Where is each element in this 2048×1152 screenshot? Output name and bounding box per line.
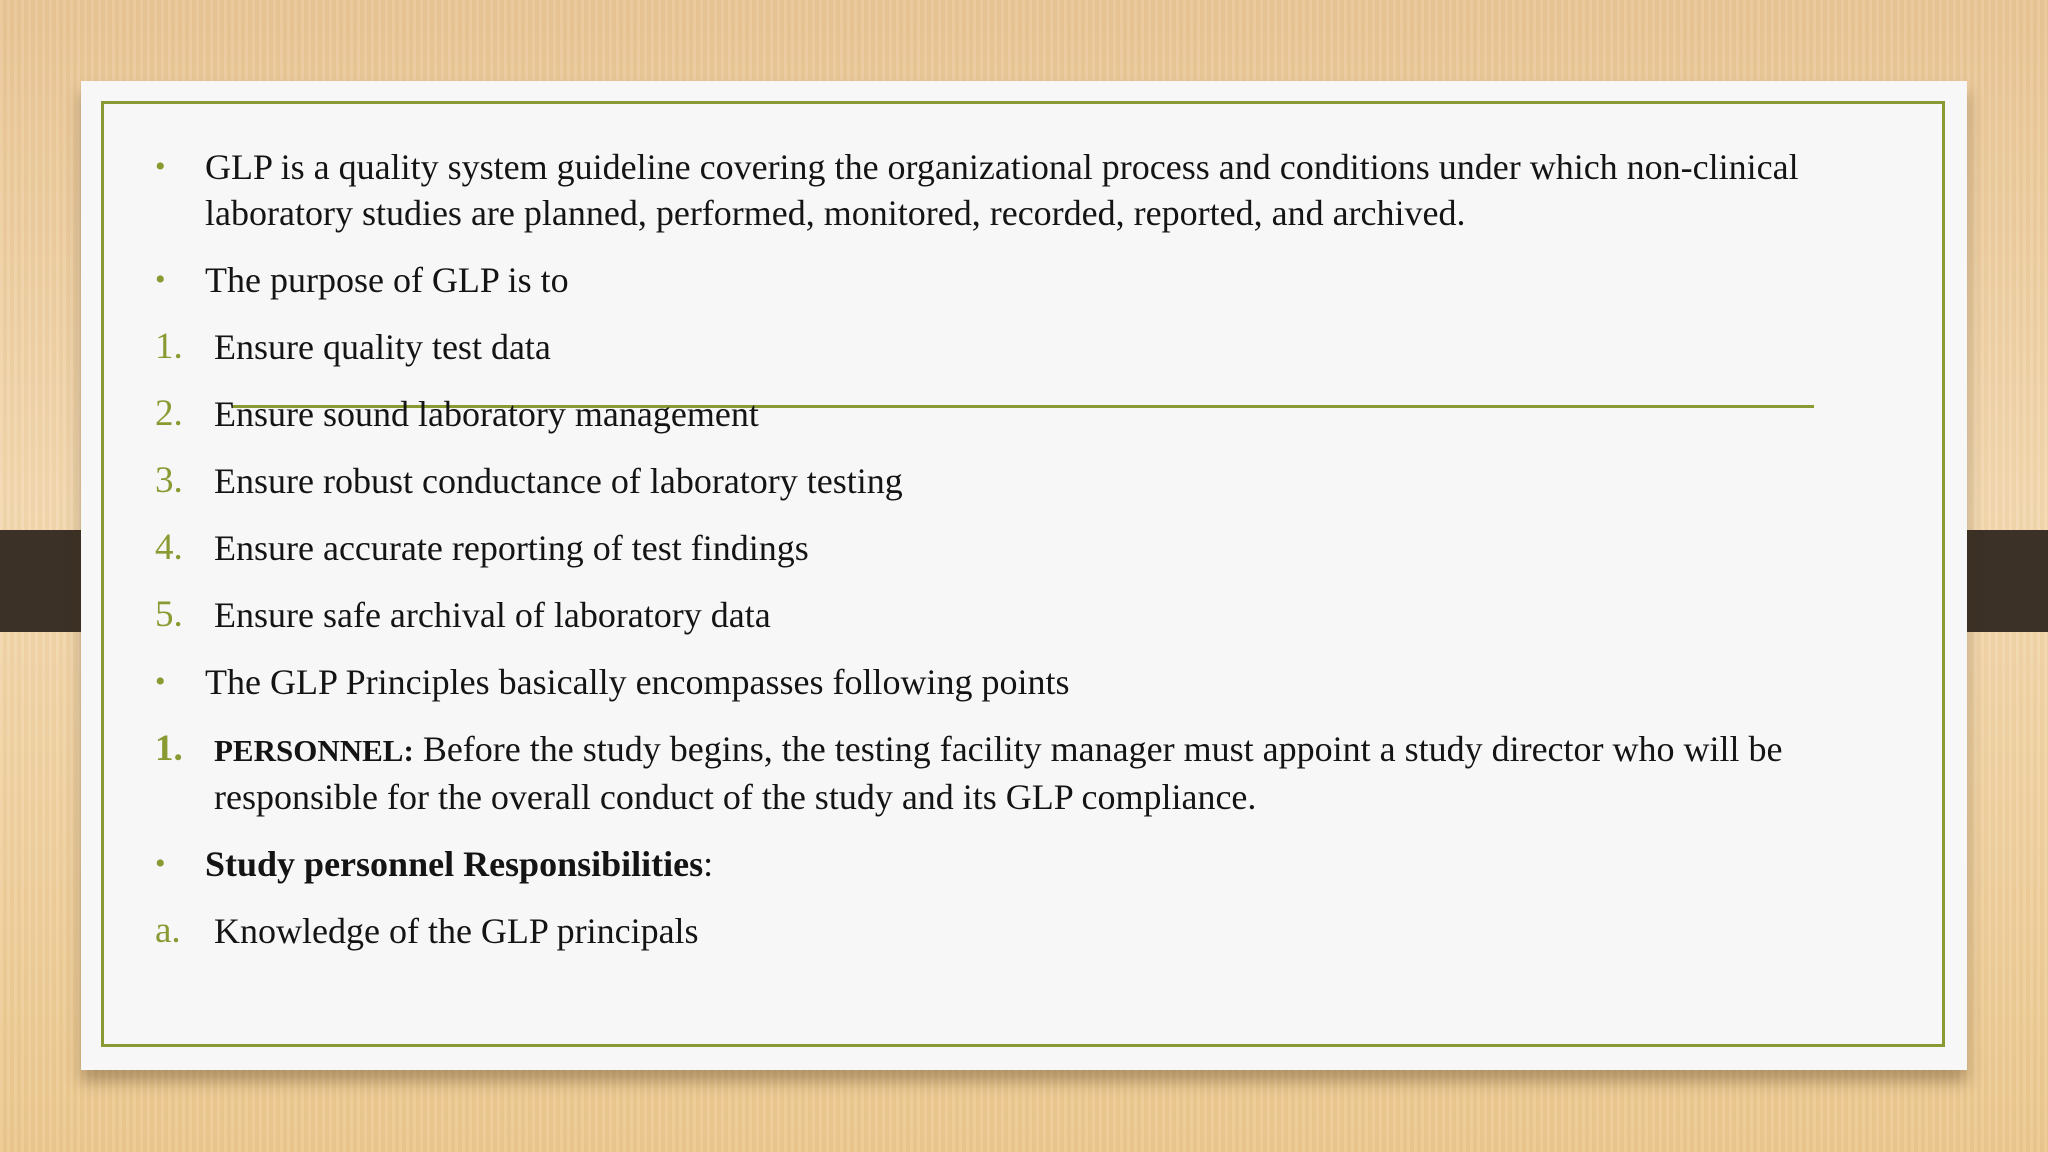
list-item-text: Ensure sound laboratory management [214, 394, 759, 434]
number-marker: 3. [155, 460, 183, 501]
list-item-text: Ensure quality test data [214, 327, 551, 367]
list-item [155, 908, 1875, 954]
list-item [155, 257, 1875, 303]
list-item [155, 726, 1875, 820]
list-item [155, 525, 1875, 571]
letter-marker: a. [155, 910, 181, 951]
list-item-text: The GLP Principles basically encompasses following points [205, 662, 1070, 702]
list-item [155, 144, 1875, 236]
list-item-text: The purpose of GLP is to [205, 260, 569, 300]
bullet-marker: • [155, 150, 166, 183]
number-marker: 1. [155, 326, 183, 367]
list-item-text: GLP is a quality system guideline covering the organizational process and conditions under which non-clinical laboratory studies are planned, performed, monitored, recorded, reported, and archived. [205, 147, 1799, 233]
list-item-text: Knowledge of the GLP principals [214, 911, 699, 951]
responsibilities-heading: Study personnel Responsibilities [205, 844, 704, 884]
list-item-text: Ensure robust conductance of laboratory testing [214, 461, 903, 501]
list-item [155, 841, 1875, 887]
list-item-text [214, 726, 1875, 820]
list-item-text [205, 841, 1875, 887]
list-item-text: Ensure safe archival of laboratory data [214, 595, 771, 635]
list-item-text: Ensure accurate reporting of test findings [214, 528, 809, 568]
bullet-marker: • [155, 665, 166, 698]
list-item [155, 324, 1875, 370]
personnel-lead: PERSONNEL: [214, 733, 414, 768]
responsibilities-colon: : [703, 844, 714, 884]
list-item [155, 592, 1875, 638]
bullet-marker: • [155, 263, 166, 296]
list-item [155, 458, 1875, 504]
list-item [155, 659, 1875, 705]
slide-content [155, 144, 1875, 975]
bullet-marker: • [155, 847, 166, 880]
number-marker: 1. [155, 728, 183, 769]
number-marker: 2. [155, 393, 183, 434]
list-item [155, 391, 1875, 437]
number-marker: 5. [155, 594, 183, 635]
number-marker: 4. [155, 527, 183, 568]
personnel-text: Before the study begins, the testing facility manager must appoint a study director who will be responsible for the overall conduct of the study and its GLP compliance. [214, 729, 1783, 817]
